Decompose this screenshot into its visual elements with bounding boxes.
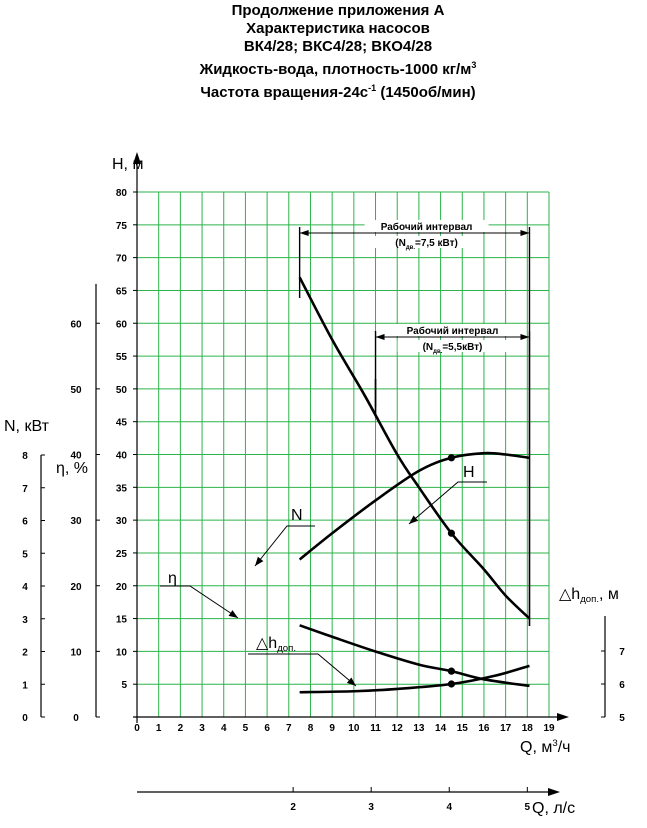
q-tick-label: 18 xyxy=(521,723,533,734)
q-tick-label: 8 xyxy=(307,723,314,734)
q-tick-label: 5 xyxy=(242,723,249,734)
h-tick-label: 15 xyxy=(115,614,127,626)
n-tick-label: 7 xyxy=(22,483,28,495)
title-line-5-sup: -1 xyxy=(368,83,377,93)
q-tick-label: 11 xyxy=(370,723,381,734)
h-tick-label: 55 xyxy=(115,352,127,364)
q-tick-label: 12 xyxy=(391,723,403,734)
interval-note-sub: дв. xyxy=(405,245,416,251)
h-tick-label: 30 xyxy=(115,516,127,528)
q-axis-label-tail: /ч xyxy=(557,739,571,756)
qls-tick-label: 4 xyxy=(446,802,453,813)
q-tick-label: 10 xyxy=(348,723,360,734)
q-tick-label: 7 xyxy=(286,723,292,734)
interval-arrow-right-icon xyxy=(520,334,529,340)
leader-arrow-icon xyxy=(255,557,263,566)
n-axis-label: N, кВт xyxy=(4,418,49,435)
grid xyxy=(137,192,549,717)
interval-note-sub: дв. xyxy=(433,349,443,355)
marker-eta xyxy=(448,454,455,461)
curve-label-H: H xyxy=(463,464,475,481)
working-intervals xyxy=(300,220,530,626)
dh-axis-label-main: △h xyxy=(559,586,581,603)
qls-tick-label: 3 xyxy=(368,802,374,813)
h-tick-label: 60 xyxy=(115,319,127,331)
n-tick-label: 5 xyxy=(22,549,28,561)
curves xyxy=(300,277,530,692)
qls-tick-label: 5 xyxy=(524,802,531,813)
q-tick-label: 3 xyxy=(199,723,205,734)
h-tick-label: 25 xyxy=(115,548,127,560)
dh-axis-label-sub: доп. xyxy=(580,594,599,605)
axes xyxy=(4,152,625,817)
q-tick-label: 17 xyxy=(500,723,512,734)
leader-dh xyxy=(248,654,356,686)
leader-N xyxy=(255,526,315,566)
q-tick-label: 1 xyxy=(155,723,162,734)
q-tick-label: 0 xyxy=(134,723,140,734)
q-axis-arrow-icon xyxy=(557,713,569,721)
curve-label-dh-sub: доп. xyxy=(277,643,296,654)
title-line-2: Характеристика насосов xyxy=(246,20,430,37)
h-tick-label: 75 xyxy=(115,220,127,232)
title-line-3: ВК4/28; ВКС4/28; ВКО4/28 xyxy=(243,38,433,55)
n-tick-label: 8 xyxy=(22,451,28,462)
interval-note-main: (N xyxy=(395,238,406,249)
dh-tick-label: 5 xyxy=(619,713,625,724)
leader-arrow-icon xyxy=(229,610,238,618)
q-tick-label: 14 xyxy=(435,723,447,734)
h-tick-label: 20 xyxy=(115,581,127,593)
qls-tick-label: 2 xyxy=(290,802,296,813)
curve-label-eta: η xyxy=(168,570,177,587)
h-tick-label: 80 xyxy=(115,188,127,199)
q-axis-label-main: Q, м xyxy=(520,739,553,756)
interval-note xyxy=(423,342,483,355)
interval-arrow-left-icon xyxy=(300,230,309,236)
q-tick-label: 2 xyxy=(177,723,184,734)
interval-note-tail: =7,5 кВт) xyxy=(415,238,458,249)
interval-arrow-right-icon xyxy=(520,230,529,236)
title-line-5-text: Частота вращения-24с xyxy=(200,84,369,101)
n-tick-label: 4 xyxy=(22,582,28,593)
eta-tick-label: 50 xyxy=(70,384,82,396)
n-tick-label: 1 xyxy=(22,680,28,692)
dh-axis-label xyxy=(559,586,619,605)
marker-dh xyxy=(448,680,455,687)
curve-eta xyxy=(300,453,530,559)
q-tick-label: 13 xyxy=(413,723,425,734)
dh-axis-label-tail: , м xyxy=(599,586,619,603)
eta-tick-label: 10 xyxy=(70,647,82,659)
title-line-4-text: Жидкость-вода, плотность-1000 кг/м xyxy=(199,61,472,78)
n-tick-label: 3 xyxy=(22,614,28,626)
h-tick-label: 35 xyxy=(115,483,127,495)
h-axis-label: H, м xyxy=(112,156,144,173)
h-tick-label: 10 xyxy=(115,647,127,659)
q-tick-label: 6 xyxy=(264,723,270,734)
curve-labels xyxy=(160,464,487,686)
curve-label-N: N xyxy=(291,507,303,524)
eta-tick-label: 0 xyxy=(73,713,79,724)
curve-label-dh-main: △h xyxy=(256,635,278,652)
interval-arrow-left-icon xyxy=(376,334,385,340)
q-axis-label xyxy=(520,738,570,756)
h-tick-label: 50 xyxy=(115,384,127,396)
title-line-4-sup: 3 xyxy=(471,60,477,70)
n-tick-label: 2 xyxy=(22,647,28,659)
eta-tick-label: 30 xyxy=(70,516,82,528)
n-tick-label: 0 xyxy=(22,713,28,724)
eta-axis-label: η, % xyxy=(56,460,89,477)
dh-tick-label: 7 xyxy=(619,647,625,658)
eta-tick-label: 20 xyxy=(70,581,82,593)
h-tick-label: 45 xyxy=(115,417,127,429)
q-tick-label: 4 xyxy=(220,723,227,734)
curve-dh xyxy=(300,666,530,692)
interval-note-main: (N xyxy=(422,342,434,353)
q-tick-label: 15 xyxy=(456,723,468,734)
leader-eta xyxy=(160,586,238,618)
eta-tick-label: 40 xyxy=(70,450,82,462)
qls-axis-arrow-icon xyxy=(548,788,560,796)
qls-axis-label: Q, л/с xyxy=(532,800,576,817)
h-tick-label: 40 xyxy=(115,450,127,462)
marker-N xyxy=(448,668,455,675)
marker-H xyxy=(448,530,455,537)
h-tick-label: 65 xyxy=(115,286,127,298)
q-tick-label: 16 xyxy=(478,723,490,734)
interval-label: Рабочий интервал xyxy=(406,326,499,337)
h-tick-label: 5 xyxy=(121,680,127,692)
q-tick-label: 19 xyxy=(543,723,555,734)
eta-tick-label: 60 xyxy=(70,319,82,331)
title-line-1: Продолжение приложения А xyxy=(231,2,445,19)
leader-arrow-icon xyxy=(347,678,356,686)
interval-note-tail: =5,5кВт) xyxy=(442,342,483,353)
n-tick-label: 6 xyxy=(22,516,28,528)
q-tick-label: 9 xyxy=(329,723,335,734)
interval-label: Рабочий интервал xyxy=(380,222,473,233)
h-tick-label: 70 xyxy=(115,253,127,265)
dh-tick-label: 6 xyxy=(619,680,625,691)
curve-label-dh xyxy=(256,635,296,654)
interval-note xyxy=(395,238,458,251)
title-line-5-tail: (1450об/мин) xyxy=(376,84,476,101)
q-axis-label-sup: 3 xyxy=(552,738,558,749)
